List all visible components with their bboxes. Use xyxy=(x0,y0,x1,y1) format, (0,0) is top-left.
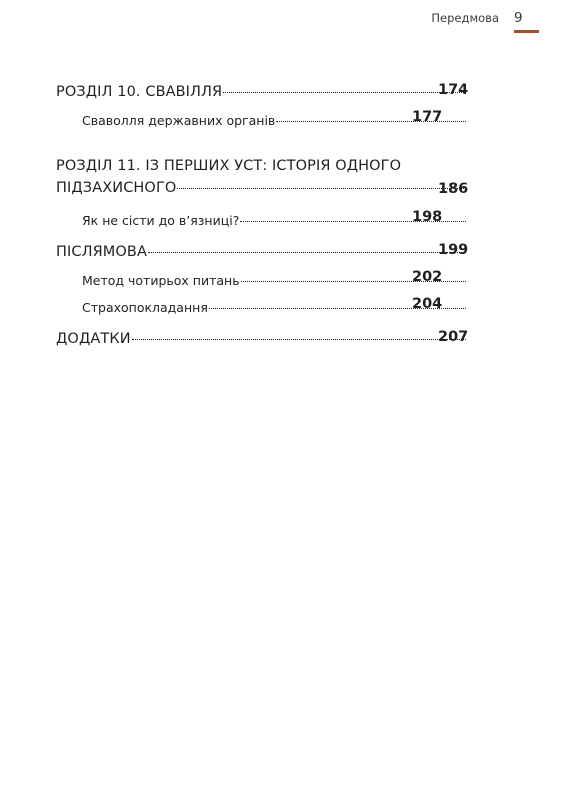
page-number: 9 xyxy=(514,10,523,26)
toc-entry-label: Як не сісти до в’язниці? xyxy=(82,213,240,228)
toc-entry-page: 199 xyxy=(438,242,469,258)
toc-entry-page: 198 xyxy=(412,209,443,225)
dot-leader xyxy=(132,327,469,345)
toc-entry-fear-placement[interactable] xyxy=(56,296,466,315)
toc-entry-page: 204 xyxy=(412,296,443,312)
toc-entry-page: 177 xyxy=(412,109,443,125)
toc-entry-label: Страхопокладання xyxy=(82,300,208,315)
toc-entry-page: 174 xyxy=(438,82,469,98)
toc-entry-chapter-11[interactable] xyxy=(56,158,469,197)
toc-entry-label: РОЗДІЛ 10. СВАВІЛЛЯ xyxy=(56,84,223,100)
toc-entry-page: 186 xyxy=(438,181,469,197)
toc-entry-label: ДОДАТКИ xyxy=(56,331,131,347)
toc-entry-appendices[interactable] xyxy=(56,327,469,347)
dot-leader xyxy=(177,176,466,192)
dot-leader xyxy=(223,80,469,98)
running-header xyxy=(431,9,539,33)
toc-entry-arbitrariness-of-state-bodies[interactable] xyxy=(56,109,466,128)
toc-entry-label: ПІСЛЯМОВА xyxy=(56,244,147,260)
toc-entry-how-not-to-go-to-prison[interactable] xyxy=(56,209,466,228)
toc-entry-four-questions-method[interactable] xyxy=(56,269,466,288)
dot-leader xyxy=(148,240,469,258)
page-number-underline xyxy=(514,30,539,33)
toc-entry-label: ПІДЗАХИСНОГО xyxy=(56,180,177,196)
toc-entry-page: 207 xyxy=(438,329,469,345)
toc-entry-label: Сваволля державних органів xyxy=(82,113,276,128)
toc-entry-label-line-1: РОЗДІЛ 11. ІЗ ПЕРШИХ УСТ: ІСТОРІЯ ОДНОГО xyxy=(56,158,402,174)
page-number-block xyxy=(514,9,539,33)
toc-entry-label: Метод чотирьох питань xyxy=(82,273,240,288)
section-title: Передмова xyxy=(431,11,499,25)
toc-entry-chapter-10[interactable] xyxy=(56,80,469,100)
toc-entry-afterword[interactable] xyxy=(56,240,469,260)
toc-entry-page: 202 xyxy=(412,269,443,285)
